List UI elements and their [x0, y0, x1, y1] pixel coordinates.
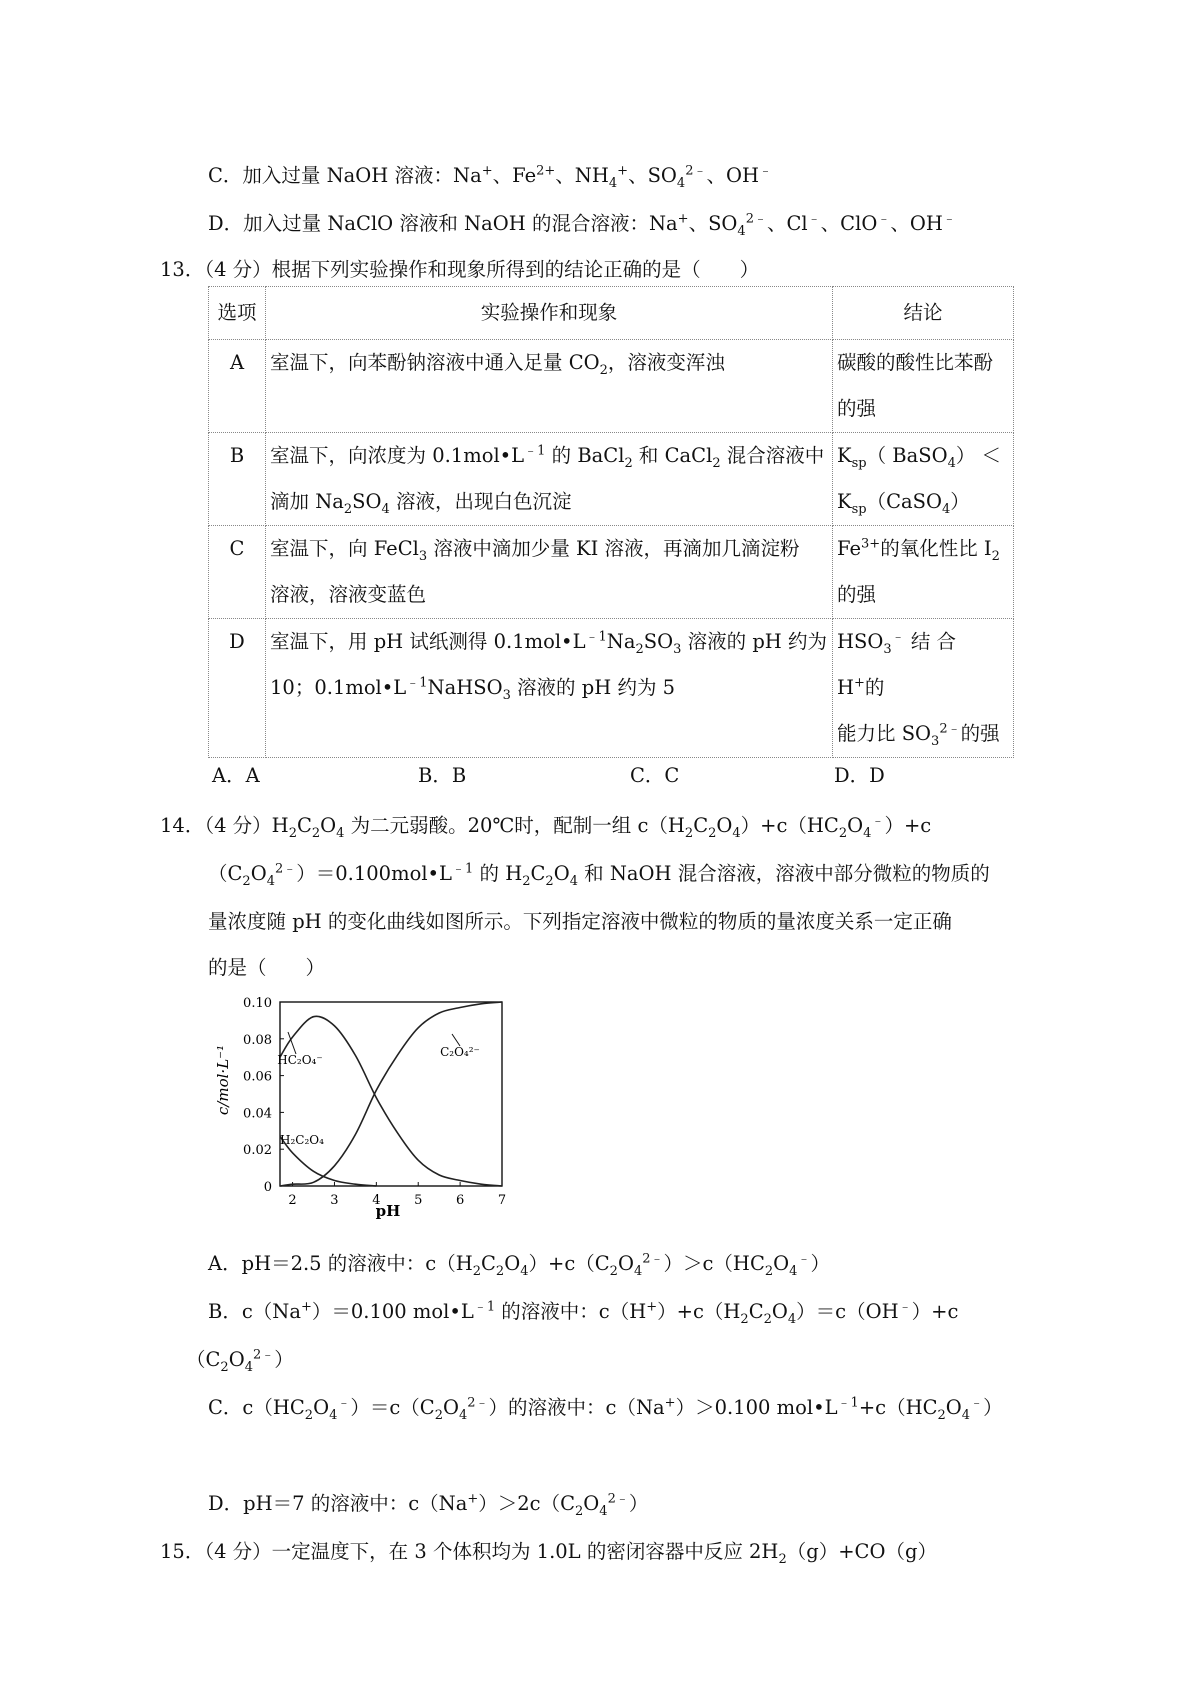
- conclusion-cell: $Fe^{3+}$的氧化性比 $I_2$ 的强: [833, 526, 1014, 619]
- x-tick-label: 4: [372, 1193, 381, 1208]
- y-tick-label: 0.02: [243, 1143, 272, 1159]
- table-header-option: 选项: [209, 287, 266, 340]
- q14-stem-line-4: 的是（ ）: [208, 956, 326, 979]
- operation-cell: 室温下，用 pH 试纸测得 $0.1mol•L^{﹣1}Na_2SO_3$ 溶液的 pH 约为 10；$0.1mol•L^{﹣1}NaHSO_3$ 溶液的 pH 约为 5: [266, 619, 833, 758]
- x-tick-label: 7: [497, 1193, 507, 1208]
- table-row: [209, 433, 1014, 526]
- table-header-conclusion: 结论: [833, 287, 1014, 340]
- table-header-operation: 实验操作和现象: [266, 287, 833, 340]
- q13-table: [208, 286, 1014, 758]
- q14-stem-line-1: 14．（4 分）$H_2C_2O_4$ 为二元弱酸。20℃时，配制一组 $c(H_2C_2O_4)+c(HC_2O_4^﹣)+c$: [160, 813, 932, 841]
- q13-choice-a: A．A: [212, 764, 260, 787]
- q13-choice-b: B．B: [418, 764, 467, 787]
- x-tick-label: 6: [455, 1193, 465, 1208]
- ph-distribution-chart: [208, 988, 512, 1220]
- x-tick-label: 2: [288, 1193, 297, 1208]
- series-label-hc2o4: HC₂O₄⁻: [277, 1053, 323, 1067]
- table-row: [209, 619, 1014, 758]
- series-label-h2c2o4: H₂C₂O₄: [280, 1133, 324, 1147]
- q12-option-d: D．加入过量 NaClO 溶液和 NaOH 的混合溶液：Na+、$SO_4^{2﹣}$、Cl﹣、ClO﹣、OH﹣: [208, 211, 956, 239]
- operation-cell: 室温下，向浓度为 $0.1mol•L^{﹣1}$ 的 BaCl$_2$ 和 CaCl$_2$ 混合溶液中 滴加 $Na_2SO_4$ 溶液，出现白色沉淀: [266, 433, 833, 526]
- y-tick-label: 0.04: [243, 1106, 272, 1122]
- conclusion-cell: 碳酸的酸性比苯酚 的强: [833, 340, 1014, 433]
- operation-cell: 室温下，向苯酚钠溶液中通入足量 $CO_2$，溶液变浑浊: [266, 340, 833, 433]
- x-tick-label: 5: [414, 1193, 423, 1208]
- q14-option-c: C．$c(HC_2O_4^﹣)=c(C_2O_4^{2﹣})$的溶液中：c（Na+）＞0.100 $mol•L^{﹣1}+c(HC_2O_4^﹣)$: [208, 1395, 1003, 1423]
- y-axis-label: c/mol·L⁻¹: [214, 1044, 232, 1116]
- q14-option-a: A．pH＝2.5 的溶液中：$c(H_2C_2O_4)+c(C_2O_4^{2﹣})>c(HC_2O_4^﹣)$: [208, 1251, 830, 1279]
- x-tick-label: 3: [330, 1193, 339, 1208]
- y-tick-label: 0.06: [243, 1069, 272, 1085]
- q14-stem-line-2: $(C_2O_4^{2﹣})=0.100mol•L^{﹣1}$ 的 $H_2C_2O_4$ 和 NaOH 混合溶液，溶液中部分微粒的物质的: [208, 861, 990, 889]
- q13-choice-d: D．D: [834, 764, 885, 787]
- q15-stem: 15．（4 分）一定温度下，在 3 个体积均为 1.0L 的密闭容器中反应 $2H_2(g)+CO(g)$: [160, 1540, 937, 1567]
- table-row: [209, 340, 1014, 433]
- q14-option-b-line-2: $(C_2O_4^{2﹣})$: [186, 1347, 294, 1375]
- q14-option-d: D．pH＝7 的溶液中：$c(Na^+)>2c(C_2O_4^{2﹣})$: [208, 1491, 649, 1519]
- table-header-row: [209, 287, 1014, 340]
- y-tick-label: 0.08: [243, 1032, 272, 1048]
- q12-option-c: C．加入过量 NaOH 溶液：Na+、$Fe^{2+}$、$NH_4^+$、$SO_4^{2﹣}$、OH﹣: [208, 163, 772, 191]
- series-label-c2o4: C₂O₄²⁻: [440, 1045, 480, 1059]
- chart-svg: [208, 988, 512, 1220]
- conclusion-cell: $HSO_3^﹣$ 结 合 H+的 能力比 $SO_3^{2﹣}$的强: [833, 619, 1014, 758]
- option-cell: D: [209, 619, 266, 758]
- x-axis-label: pH: [375, 1202, 401, 1220]
- option-cell: A: [209, 340, 266, 433]
- q13-stem: 13．（4 分）根据下列实验操作和现象所得到的结论正确的是（ ）: [160, 258, 760, 281]
- option-cell: B: [209, 433, 266, 526]
- q13-choice-c: C．C: [630, 764, 680, 787]
- operation-cell: 室温下，向 FeCl$_3$ 溶液中滴加少量 KI 溶液，再滴加几滴淀粉 溶液，溶液变蓝色: [266, 526, 833, 619]
- conclusion-cell: $K_{sp}$（ BaSO$_4$） ＜ $K_{sp}(CaSO_4)$: [833, 433, 1014, 526]
- option-cell: C: [209, 526, 266, 619]
- table-row: [209, 526, 1014, 619]
- q14-stem-line-3: 量浓度随 pH 的变化曲线如图所示。下列指定溶液中微粒的物质的量浓度关系一定正确: [208, 910, 952, 933]
- q14-option-b-line-1: B．c（Na+）＝0.100 $mol•L^{﹣1}$ 的溶液中：$c(H^+)+c(H_2C_2O_4)=c(OH^﹣)+c$: [208, 1299, 959, 1327]
- y-tick-label: 0.10: [243, 996, 272, 1011]
- y-tick-label: 0: [263, 1180, 272, 1195]
